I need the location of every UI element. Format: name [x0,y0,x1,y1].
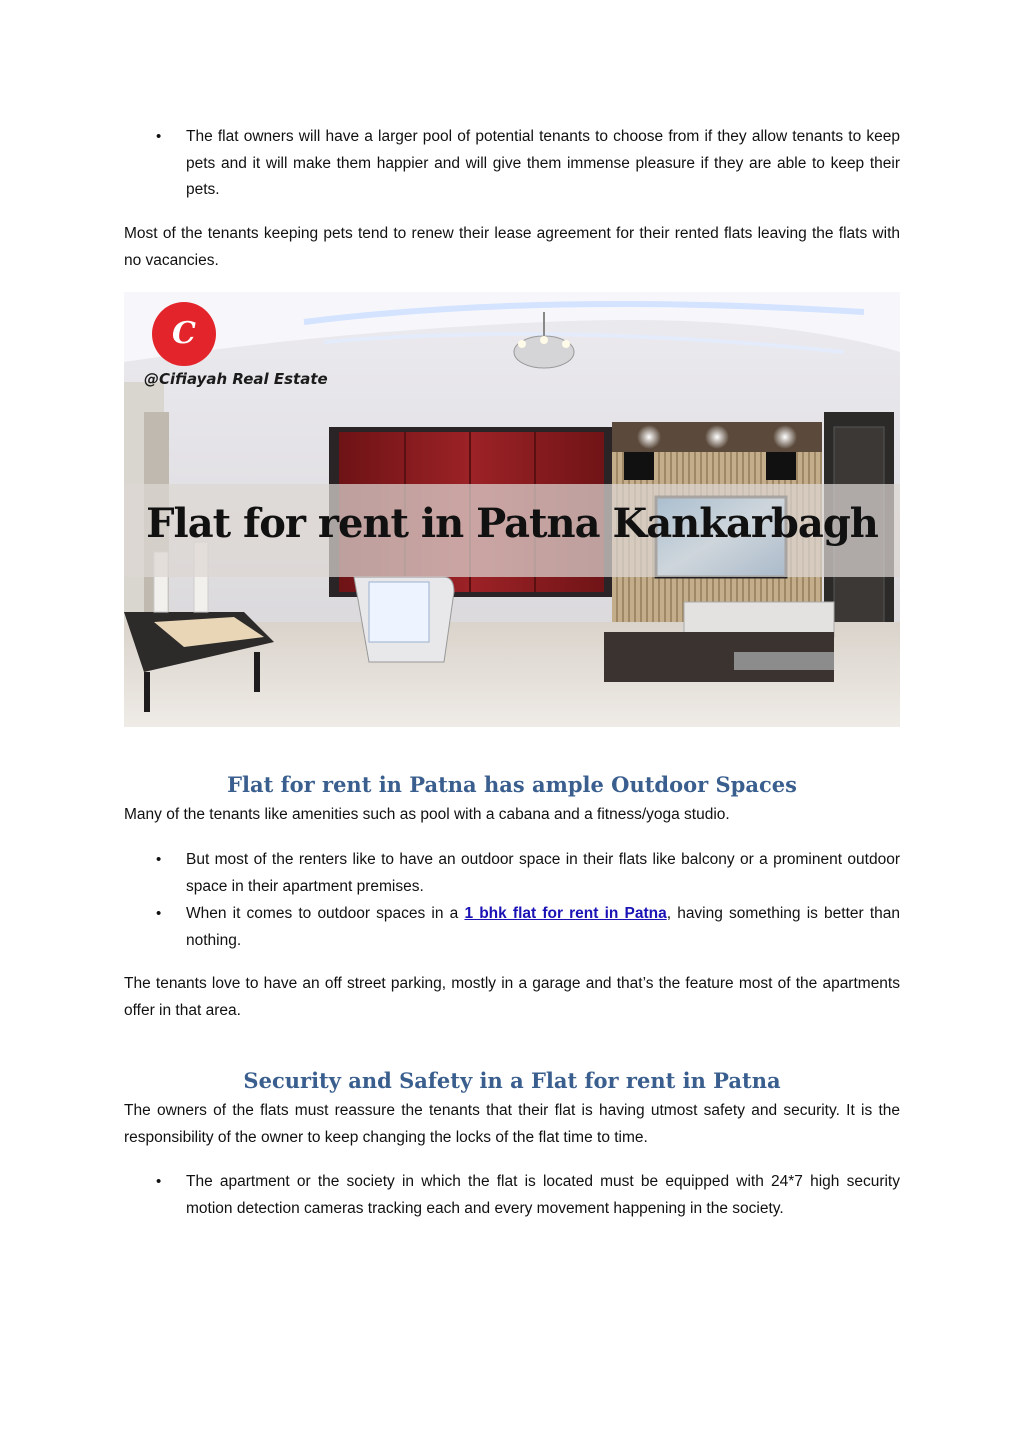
bullet-icon: • [156,851,162,868]
bullet-icon: • [156,905,162,922]
heading-outdoor-spaces: Flat for rent in Patna has ample Outdoor Spaces [227,772,797,797]
paragraph-pets-lease: Most of the tenants keeping pets tend to renew their lease agreement for their rented flats leaving the flats with no vacancies. [124,225,900,269]
paragraph-amenities: Many of the tenants like amenities such as pool with a cabana and a fitness/yoga studio. [124,806,730,823]
bullet-list-top [124,124,900,204]
list-item-text-after: , having something is better than nothing. [186,905,901,949]
list-item-text: The flat owners will have a larger pool of potential tenants to choose from if they allow tenants to keep pets and it will make them happier and will give them immense pleasure if they are able to keep their pets. [186,128,900,198]
banner-title: Flat for rent in Patna Kankarbagh [146,500,878,547]
paragraph-parking: The tenants love to have an off street parking, mostly in a garage and that’s the feature most of the apartments offer in that area. [124,975,900,1019]
list-item [124,847,900,900]
list-item-text: But most of the renters like to have an outdoor space in their flats like balcony or a prominent outdoor space in their apartment premises. [186,851,900,895]
list-item [124,901,900,954]
heading-security-safety: Security and Safety in a Flat for rent in Patna [243,1068,781,1093]
logo-letter: C [172,316,196,351]
bullet-icon: • [156,1173,162,1190]
bullet-list-security [124,1169,900,1222]
list-item [124,1169,900,1222]
link-1bhk-flat[interactable]: 1 bhk flat for rent in Patna [464,905,667,922]
bullet-list-outdoor [124,847,900,954]
list-item-text: The apartment or the society in which the flat is located must be equipped with 24*7 high security motion detection cameras tracking each and every movement happening in the society. [186,1173,900,1217]
list-item-text-before: When it comes to outdoor spaces in a [186,905,465,922]
hero-image [124,292,900,727]
list-item [124,124,900,204]
bullet-icon: • [156,128,162,145]
brand-watermark: @Cifiayah Real Estate [144,370,328,388]
paragraph-safety-intro: The owners of the flats must reassure the tenants that their flat is having utmost safety and security. It is the responsibility of the owner to keep changing the locks of the flat time to time. [124,1102,900,1146]
